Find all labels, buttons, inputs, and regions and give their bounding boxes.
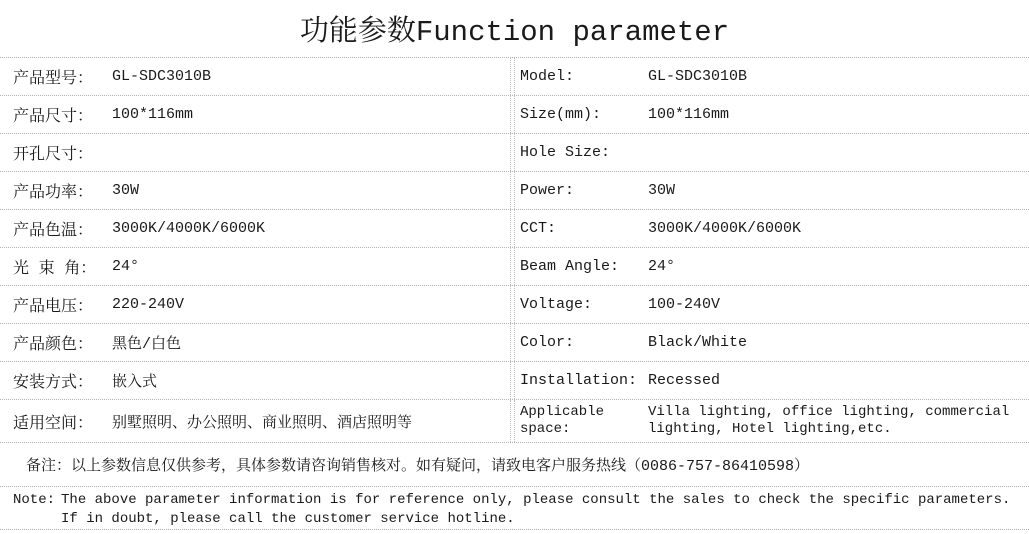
- value-zh: GL-SDC3010B: [112, 68, 212, 85]
- value-en: 100-240V: [648, 296, 721, 313]
- cell-en: [514, 324, 1029, 361]
- label-en: Hole Size:: [520, 143, 611, 161]
- label-zh: 产品尺寸：: [13, 108, 94, 126]
- value-en: 30W: [648, 182, 676, 199]
- value-zh: 嵌入式: [112, 374, 158, 391]
- cell-en: [514, 134, 1029, 171]
- cell-zh: [0, 172, 511, 209]
- label-zh: 产品功率：: [13, 184, 94, 202]
- cell-en: [514, 172, 1029, 209]
- cell-zh: [0, 96, 511, 133]
- value-zh: 24°: [112, 258, 140, 275]
- cell-zh: [0, 286, 511, 323]
- label-en: Power:: [520, 181, 575, 199]
- cell-zh: [0, 400, 511, 442]
- label-zh: 产品电压：: [13, 298, 94, 316]
- value-zh: 黑色/白色: [112, 336, 182, 353]
- note-label: Note:: [13, 492, 56, 508]
- cell-zh: [0, 248, 511, 285]
- note-line-2: If in doubt, please call the customer service hotline.: [61, 511, 515, 527]
- value-en: Recessed: [648, 372, 721, 389]
- label-zh: 产品色温：: [13, 222, 94, 240]
- table-row-power: [0, 171, 1029, 209]
- table-row-model: [0, 57, 1029, 95]
- label-en: Applicable space:: [520, 404, 605, 437]
- value-zh: 别墅照明、办公照明、商业照明、酒店照明等: [112, 414, 413, 432]
- cell-en: [514, 248, 1029, 285]
- cell-en: [514, 286, 1029, 323]
- cell-en: [514, 58, 1029, 95]
- value-en: 100*116mm: [648, 106, 730, 123]
- label-zh: 产品颜色：: [13, 336, 94, 354]
- remark-row-cn: [0, 442, 1029, 486]
- table-row-cct: [0, 209, 1029, 247]
- label-en: Voltage:: [520, 295, 593, 313]
- table-row-applicable-space: [0, 399, 1029, 442]
- value-en: 24°: [648, 258, 676, 275]
- label-zh: 适用空间：: [13, 414, 94, 433]
- page-title: 功能参数Function parameter: [299, 16, 730, 49]
- cell-zh: [0, 362, 511, 399]
- note-row-en: [0, 486, 1029, 530]
- cell-zh: [0, 134, 511, 171]
- value-en: Black/White: [648, 334, 748, 351]
- label-zh: 光 束 角：: [13, 260, 97, 278]
- value-zh: 30W: [112, 182, 140, 199]
- table-row-size: [0, 95, 1029, 133]
- cell-en: [514, 210, 1029, 247]
- table-row-hole-size: [0, 133, 1029, 171]
- cell-en: [514, 400, 1029, 442]
- table-row-beam-angle: [0, 247, 1029, 285]
- table-row-installation: [0, 361, 1029, 399]
- label-en: Color:: [520, 333, 575, 351]
- cell-zh: [0, 324, 511, 361]
- value-en: GL-SDC3010B: [648, 68, 748, 85]
- cell-zh: [0, 58, 511, 95]
- label-zh: 产品型号：: [13, 70, 94, 88]
- value-zh: 100*116mm: [112, 106, 194, 123]
- label-zh: 安装方式：: [13, 374, 94, 392]
- table-row-voltage: [0, 285, 1029, 323]
- spec-table: [0, 57, 1029, 530]
- label-en: CCT:: [520, 219, 557, 237]
- label-zh: 开孔尺寸：: [13, 146, 94, 164]
- cell-zh: [0, 210, 511, 247]
- value-zh: 220-240V: [112, 296, 185, 313]
- value-zh: 3000K/4000K/6000K: [112, 220, 266, 237]
- value-en: 3000K/4000K/6000K: [648, 220, 802, 237]
- label-en: Model:: [520, 67, 575, 85]
- label-en: Installation:: [520, 371, 638, 389]
- value-en: Villa lighting, office lighting, commercial lighting, Hotel lighting,etc.: [648, 404, 1010, 437]
- cell-en: [514, 96, 1029, 133]
- note-line-1: The above parameter information is for reference only, please consult the sales to check the specific parameters.: [61, 492, 1011, 508]
- remark-label: 备注：: [26, 458, 72, 475]
- note-text: [61, 491, 1010, 529]
- label-en: Beam Angle:: [520, 257, 620, 275]
- table-row-color: [0, 323, 1029, 361]
- cell-en: [514, 362, 1029, 399]
- remark-text: 以上参数信息仅供参考，具体参数请咨询销售核对。如有疑问，请致电客户服务热线（0086-757-86410598）: [71, 458, 810, 475]
- label-en: Size(mm):: [520, 105, 602, 123]
